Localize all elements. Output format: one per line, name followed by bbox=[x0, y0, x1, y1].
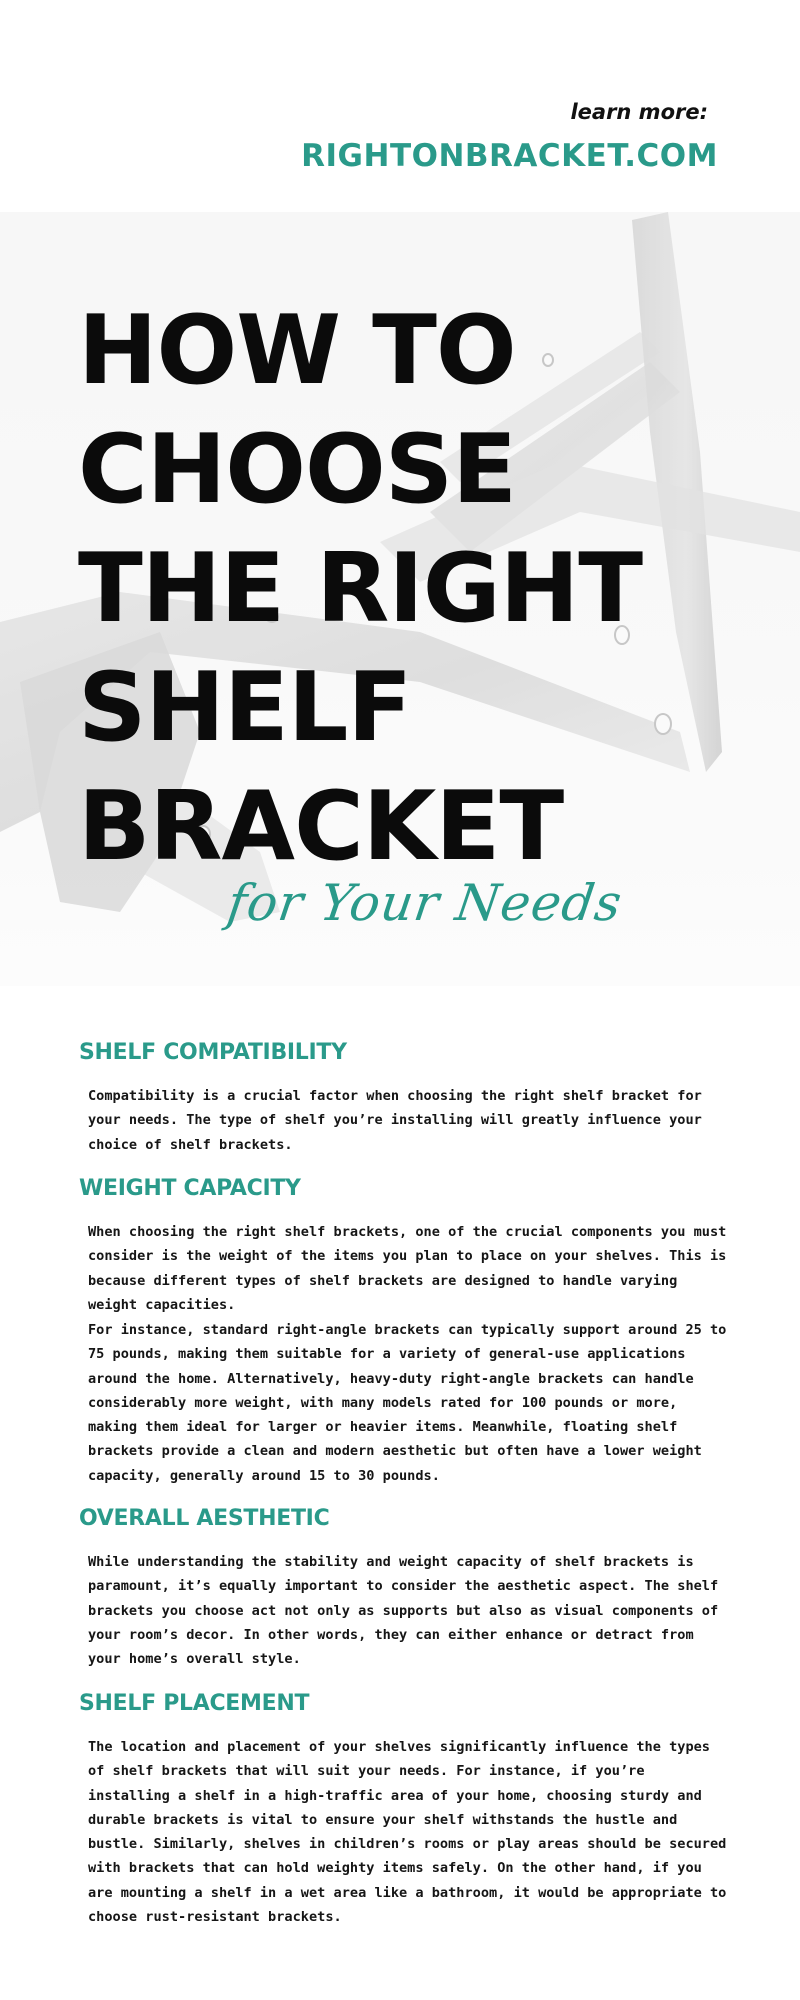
learn-more-label: learn more: bbox=[570, 100, 708, 124]
section-paragraph: While understanding the stability and weight capacity of shelf brackets is paramount, it’s equally important to consider the aesthetic aspect. The shelf brackets you choose act not only as supports but also as visual components of your room’s decor. In other words, they can either enhance or detract from your home’s overall style. bbox=[88, 1554, 719, 1668]
page-title: HOW TO CHOOSE THE RIGHT SHELF BRACKET bbox=[78, 296, 643, 882]
section-paragraph: The location and placement of your shelves significantly influence the types of shelf brackets that will suit your needs. For instance, if you’re installing a shelf in a high-traffic area of your home, choosing sturdy and durable brackets is vital to ensure your shelf withstands the hustle and bustle. Similarly, shelves in children’s rooms or play areas should be secured with brackets that can hold weighty items safely. On the other hand, if you are mounting a shelf in a wet area like a bathroom, it would be appropriate to choose rust-resistant brackets. bbox=[88, 1739, 727, 1926]
section-paragraph: When choosing the right shelf brackets, one of the crucial components you must consider is the weight of the items you plan to place on your shelves. This is because different types of shelf brackets are designed to handle varying weight capacities. bbox=[88, 1224, 727, 1313]
section-paragraph: Compatibility is a crucial factor when choosing the right shelf bracket for your needs. The type of shelf you’re installing will greatly influence your choice of shelf brackets. bbox=[88, 1088, 702, 1153]
section-heading: SHELF PLACEMENT bbox=[79, 1691, 310, 1716]
section-heading: SHELF COMPATIBILITY bbox=[79, 1040, 347, 1065]
section-paragraph: For instance, standard right-angle brackets can typically support around 25 to 75 pounds, making them suitable for a variety of general-use applications around the home. Alternatively, heavy-duty right-angle brackets can handle considerably more weight, with many models rated for 100 pounds or more, making them ideal for larger or heavier items. Meanwhile, floating shelf brackets provide a clean and modern aesthetic but often have a lower weight capacity, generally around 15 to 30 pounds. bbox=[88, 1322, 727, 1484]
page-subtitle: for Your Needs bbox=[223, 874, 626, 932]
site-url-link[interactable]: RIGHTONBRACKET.COM bbox=[301, 138, 718, 174]
hero-banner bbox=[0, 212, 800, 986]
header bbox=[0, 0, 800, 212]
section-heading: WEIGHT CAPACITY bbox=[79, 1176, 301, 1201]
section-heading: OVERALL AESTHETIC bbox=[79, 1506, 330, 1531]
